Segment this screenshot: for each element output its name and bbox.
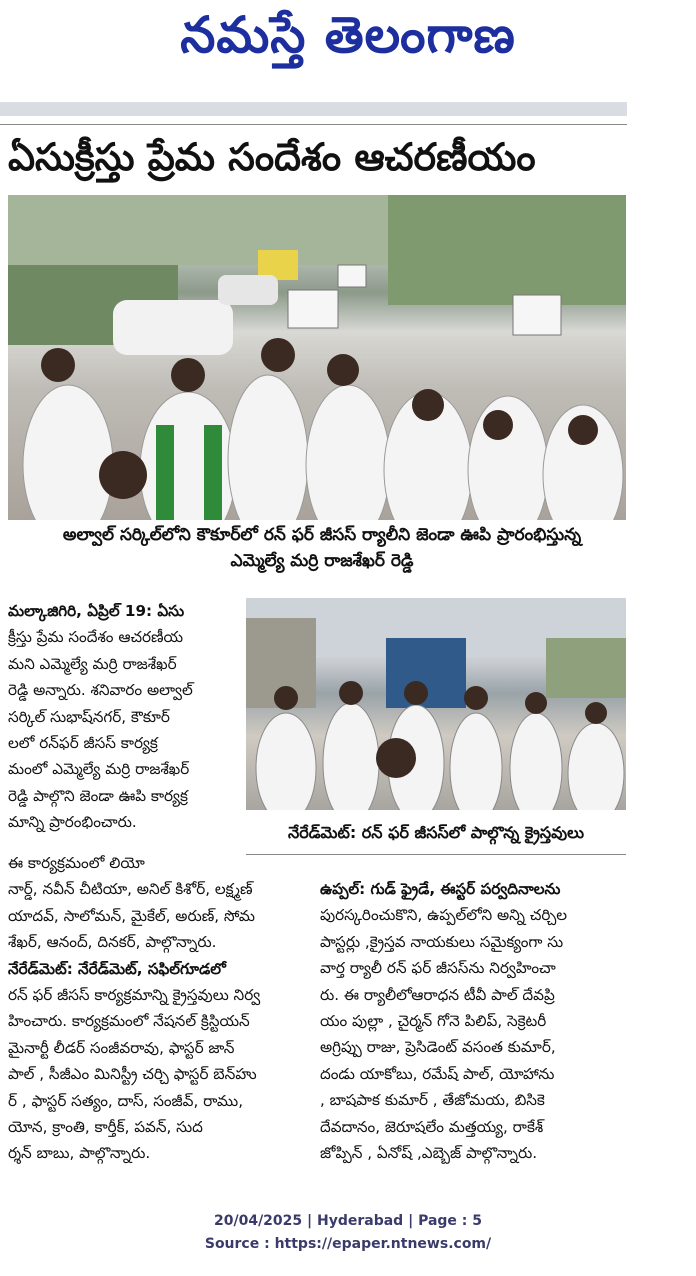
second-photo-caption: నేరేడ్‌మెట్: రన్ ఫర్ జీసస్‌లో పాల్గొన్న క్రైస్తవులు (288, 823, 584, 842)
article-line: రెడ్డి పాల్గొని జెండా ఊపి కార్యక్ర (8, 786, 188, 805)
article-line: క్రీస్తు ప్రేమ సందేశం ఆచరణీయ (8, 628, 184, 647)
headline-divider (0, 124, 627, 125)
article-line: ఈ కార్యక్రమంలో లియో (8, 854, 145, 872)
main-photo-caption (12, 522, 632, 574)
masthead (0, 0, 696, 82)
article-line: జోప్పిన్ , ఏనోష్ ,ఎబ్బెజ్ పాల్గొన్నారు. (320, 1143, 538, 1162)
footer-source-link[interactable]: Source : https://epaper.ntnews.com/ (204, 1236, 492, 1252)
article-line: మైనార్టీ లీడర్ సంజీవరావు, ఫాస్టర్ జాన్ (8, 1038, 235, 1057)
article-line: దండు యాకోబు, రమేష్ పాల్, యోహాను (320, 1064, 555, 1083)
rally-photo-main (8, 195, 626, 520)
article-line: మంలో ఎమ్మెల్యే మర్రి రాజశేఖర్ (8, 760, 190, 779)
article-headline: ఏసుక్రీస్తు ప్రేమ సందేశం ఆచరణీయం (8, 135, 536, 179)
article-line: పురస్కరించుకొని, ఉప్పల్‌లోని అన్ని చర్చిల (320, 906, 568, 925)
article-column-right (320, 876, 626, 1166)
article-line: వార్త ర్యాలీ రన్ ఫర్ జీసస్‌ను నిర్వహించా (320, 959, 556, 978)
article-line: మని ఎమ్మెల్యే మర్రి రాజశేఖర్ (8, 654, 177, 673)
article-line: మాన్ని ప్రారంభించారు. (8, 813, 137, 832)
article-line: పాల్ , సీజీఎం మినిస్ట్రీ చర్చి ఫాస్టర్ బెన్‌హు (8, 1065, 257, 1084)
rally-photo-nereducmet (246, 598, 626, 810)
caption-line: ఎమ్మెల్యే మర్రి రాజశేఖర్ రెడ్డి (230, 551, 414, 571)
article-line: ర్ , ఫాస్టర్ సత్యం, దాస్, సంజీవ్, రాము, (8, 1091, 244, 1110)
article-line: ర్శన్ బాబు, పాల్గొన్నారు. (8, 1144, 151, 1163)
footer-date-page: 20/04/2025 | Hyderabad | Page : 5 (213, 1213, 483, 1229)
crowd-illustration (246, 598, 626, 810)
article-line: యోన, క్రాంతి, కార్తీక్, పవన్, సుద (8, 1117, 203, 1136)
article-line: రన్ ఫర్ జీసస్ కార్యక్రమాన్ని క్రైస్తవులు నిర్వ (8, 985, 261, 1004)
article-line: దేవదానం, జెరూషలేం మత్తయ్య, రాకేశ్ (320, 1117, 544, 1136)
article-line: సర్కిల్ సుభాష్‌నగర్, కౌకూర్ (8, 707, 170, 726)
header-divider (0, 102, 627, 116)
article-column-left-bottom (8, 850, 314, 1167)
article-line: అగ్రిప్పు రాజు, ప్రెసిడెంట్ వసంత కుమార్, (320, 1038, 556, 1057)
article-line: హించారు. కార్యక్రమంలో నేషనల్ క్రిస్టియన్ (8, 1012, 250, 1031)
article-line: , బాషపాక కుమార్ , తేజోమయ, బిసికె (320, 1091, 545, 1110)
article-line: పాస్టర్లు ,క్రైస్తవ నాయకులు సమైక్యంగా సు (320, 932, 564, 951)
article-column-left-top (8, 598, 240, 836)
article-line: రు. ఈ ర్యాలీలోఆరాధన టీవీ పాల్ దేవప్రి (320, 985, 555, 1004)
article-line: లలో రన్‌ఫర్ జీసస్ కార్యక్ర (8, 733, 158, 752)
article-line: శేఖర్, ఆనంద్, దినకర్, పాల్గొన్నారు. (8, 933, 217, 952)
article-line: నార్డ్, నవీన్ చీటియా, అనిల్ కిశోర్, లక్ష్మణ్ (8, 880, 253, 899)
article-line: నేరేడ్‌మెట్: నేరేడ్‌మెట్, సఫిల్‌గూడలో (8, 959, 226, 978)
article-line: రెడ్డి అన్నారు. శనివారం అల్వాల్ (8, 681, 193, 700)
article-line: ఉప్పల్: గుడ్ ఫ్రైడే, ఈస్టర్ పర్వదినాలను (320, 880, 561, 898)
crowd-illustration (8, 195, 626, 520)
article-line: యాదవ్, సాలోమన్, మైకేల్, అరుణ్, సోమ (8, 906, 255, 925)
newspaper-logo: నమస్తే తెలంగాణ (180, 6, 516, 64)
article-line: యం పుల్లా , చైర్మన్ గోనె పిలిప్, సెక్రెటరీ (320, 1011, 547, 1030)
caption-line: అల్వాల్ సర్కిల్‌లోని కౌకూర్‌లో రన్ ఫర్ జీసస్ ర్యాలీని జెండా ఊపి ప్రారంభిస్తున్న (62, 525, 582, 545)
article-line: మల్కాజిగిరి, ఏప్రిల్ 19: ఏసు (8, 602, 185, 620)
